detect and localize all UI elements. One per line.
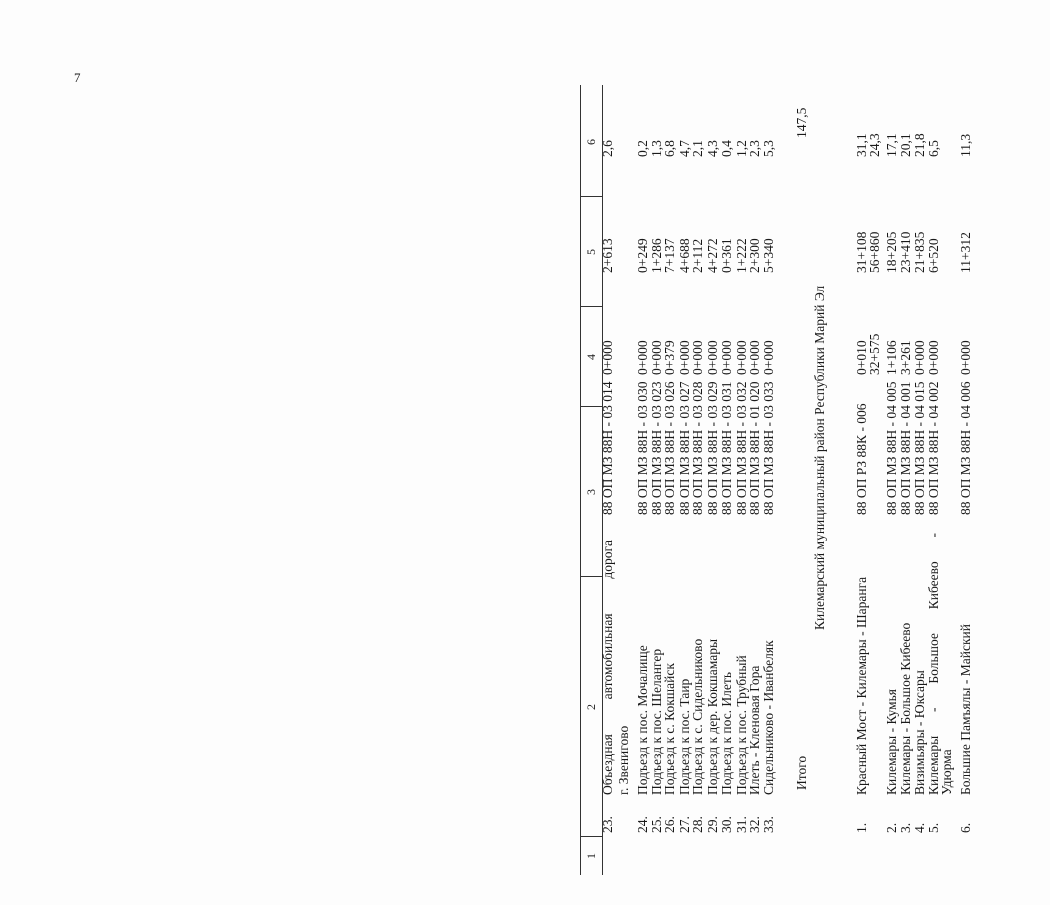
row-code: 88 ОП МЗ 88Н - 03 031 — [719, 381, 734, 515]
row-start: 0+000 — [677, 340, 692, 375]
row-end: 0+249 — [635, 238, 650, 273]
row-number: 23. — [600, 816, 615, 833]
row-number: 28. — [690, 816, 705, 833]
row-end: 4+688 — [677, 238, 692, 273]
row-length: 20,1 — [898, 133, 913, 157]
header-col-2: 2 — [584, 704, 598, 710]
row-end: 2+613 — [600, 238, 615, 273]
header-col-4: 4 — [584, 354, 598, 360]
row-start: 0+000 — [690, 340, 705, 375]
row-length: 2,3 — [747, 140, 762, 157]
row-name: Килемары - Кумья — [884, 689, 899, 795]
row-number: 3. — [898, 822, 913, 833]
row-end: 18+205 — [884, 231, 899, 273]
row-end: 4+272 — [705, 238, 720, 273]
section-heading: Килемарский муниципальный район Республики Марий Эл — [812, 285, 827, 630]
total-label: Итого — [794, 755, 809, 790]
row-start: 0+000 — [958, 340, 973, 375]
row-number: 5. — [926, 822, 941, 833]
row-end: 11+312 — [958, 232, 973, 273]
row-end: 1+222 — [734, 238, 749, 273]
row-length: 17,1 — [884, 133, 899, 157]
row-code: 88 ОП МЗ 88Н - 03 027 — [677, 381, 692, 515]
row-name: Сидельниково - Иванбеляк — [761, 640, 776, 795]
row-code: 88 ОП МЗ 88Н - 04 006 — [958, 381, 973, 515]
row-length: 1,2 — [734, 140, 749, 157]
page-number: 7 — [74, 70, 81, 85]
row-start: 3+261 — [898, 340, 913, 375]
row-start-second: 32+575 — [867, 333, 882, 375]
row-end: 1+286 — [649, 238, 664, 273]
row-name: Красный Мост - Килемары - Шаранга — [854, 576, 869, 795]
col-divider-1 — [580, 836, 602, 837]
row-name: Подъезд к с. Кокшайск — [662, 663, 677, 795]
col-divider-3 — [580, 406, 602, 407]
row-code: 88 ОП МЗ 88Н - 03 028 — [690, 381, 705, 515]
row-number: 2. — [884, 822, 899, 833]
row-name: Подъезд к пос. Шелангер — [649, 648, 664, 795]
row-start: 1+106 — [884, 340, 899, 375]
row-code: 88 ОП МЗ 88Н - 03 029 — [705, 381, 720, 515]
row-code: 88 ОП МЗ 88Н - 03 032 — [734, 381, 749, 515]
row-length: 2,6 — [600, 140, 615, 157]
row-number: 31. — [734, 816, 749, 833]
row-code: 88 ОП МЗ 88Н - 03 026 — [662, 381, 677, 515]
row-end: 2+300 — [747, 238, 762, 273]
row-code: 88 ОП МЗ 88Н - 03 014 — [600, 381, 615, 515]
row-code: 88 ОП МЗ 88Н - 04 001 — [898, 381, 913, 515]
row-number: 6. — [958, 822, 973, 833]
row-start: 0+000 — [734, 340, 749, 375]
row-end: 21+835 — [912, 231, 927, 273]
row-name: Подъезд к пос. Таир — [677, 678, 692, 795]
row-end: 6+520 — [926, 238, 941, 273]
header-col-1: 1 — [584, 853, 598, 859]
table-top-rule — [580, 85, 581, 875]
row-start: 0+379 — [662, 340, 677, 375]
header-col-5: 5 — [584, 249, 598, 255]
row-length: 5,3 — [761, 140, 776, 157]
row-length: 31,1 — [854, 133, 869, 157]
row-code: 88 ОП МЗ 88Н - 04 005 — [884, 381, 899, 515]
row-number: 25. — [649, 816, 664, 833]
row-name: Подъезд к дер. Кокшамары — [705, 638, 720, 795]
row-name-line2: г. Звенигово — [616, 725, 631, 795]
row-number: 33. — [761, 816, 776, 833]
col-divider-4 — [580, 306, 602, 307]
row-length: 21,8 — [912, 133, 927, 157]
row-end: 31+108 — [854, 231, 869, 273]
row-code: 88 ОП МЗ 88Н - 01 020 — [747, 381, 762, 515]
row-length-second: 24,3 — [867, 133, 882, 157]
row-end: 2+112 — [690, 238, 705, 273]
row-start: 0+000 — [761, 340, 776, 375]
row-number: 4. — [912, 822, 927, 833]
row-name: Килемары - Большое Кибеево — [898, 622, 913, 795]
row-name: Визимьяры - Юксары — [912, 670, 927, 795]
row-name: Килемары - Большое Кибеево - — [926, 533, 941, 795]
row-name: Большие Памъялы - Майский — [958, 624, 973, 795]
row-number: 1. — [854, 822, 869, 833]
row-length: 4,7 — [677, 140, 692, 157]
col-divider-2 — [580, 576, 602, 577]
total-value: 147,5 — [794, 107, 809, 138]
row-code: 88 ОП МЗ 88Н - 03 030 — [635, 381, 650, 515]
row-name: Илеть - Кленовая Гора — [747, 665, 762, 795]
col-divider-5 — [580, 196, 602, 197]
row-length: 0,2 — [635, 140, 650, 157]
row-number: 26. — [662, 816, 677, 833]
header-col-3: 3 — [584, 489, 598, 495]
row-code: 88 ОП МЗ 88Н - 03 023 — [649, 381, 664, 515]
row-name: Подъезд к пос. Мочалище — [635, 645, 650, 795]
row-start: 0+000 — [912, 340, 927, 375]
row-end: 23+410 — [898, 231, 913, 273]
rotated-page-content — [580, 85, 1050, 875]
row-name: Подъезд к с. Сидельниково — [690, 638, 705, 795]
row-code: 88 ОП МЗ 88Н - 03 033 — [761, 381, 776, 515]
row-name-continued: Удюрма — [939, 749, 954, 795]
header-col-6: 6 — [584, 139, 598, 145]
row-name — [600, 535, 632, 795]
row-start: 0+000 — [705, 340, 720, 375]
row-length: 6,8 — [662, 140, 677, 157]
row-name-line1: Объездная автомобильная дорога — [600, 540, 615, 795]
row-number: 27. — [677, 816, 692, 833]
row-end: 7+137 — [662, 238, 677, 273]
row-length: 1,3 — [649, 140, 664, 157]
row-end: 0+361 — [719, 238, 734, 273]
row-length: 6,5 — [926, 140, 941, 157]
row-name: Подъезд к пос. Илеть — [719, 672, 734, 795]
row-number: 32. — [747, 816, 762, 833]
row-end-second: 56+860 — [867, 231, 882, 273]
row-start: 0+000 — [635, 340, 650, 375]
row-start: 0+000 — [600, 340, 615, 375]
row-number: 30. — [719, 816, 734, 833]
row-code: 88 ОП РЗ 88К - 006 — [854, 403, 869, 515]
row-end: 5+340 — [761, 238, 776, 273]
row-number: 29. — [705, 816, 720, 833]
row-length: 4,3 — [705, 140, 720, 157]
row-length: 0,4 — [719, 140, 734, 157]
row-code: 88 ОП МЗ 88Н - 04 015 — [912, 381, 927, 515]
row-start: 0+010 — [854, 340, 869, 375]
row-start: 0+000 — [719, 340, 734, 375]
row-length: 2,1 — [690, 140, 705, 157]
row-name: Подъезд к пос. Трубный — [734, 655, 749, 795]
row-start: 0+000 — [649, 340, 664, 375]
row-number: 24. — [635, 816, 650, 833]
row-start: 0+000 — [747, 340, 762, 375]
row-code: 88 ОП МЗ 88Н - 04 002 — [926, 381, 941, 515]
row-length: 11,3 — [958, 133, 973, 157]
row-start: 0+000 — [926, 340, 941, 375]
